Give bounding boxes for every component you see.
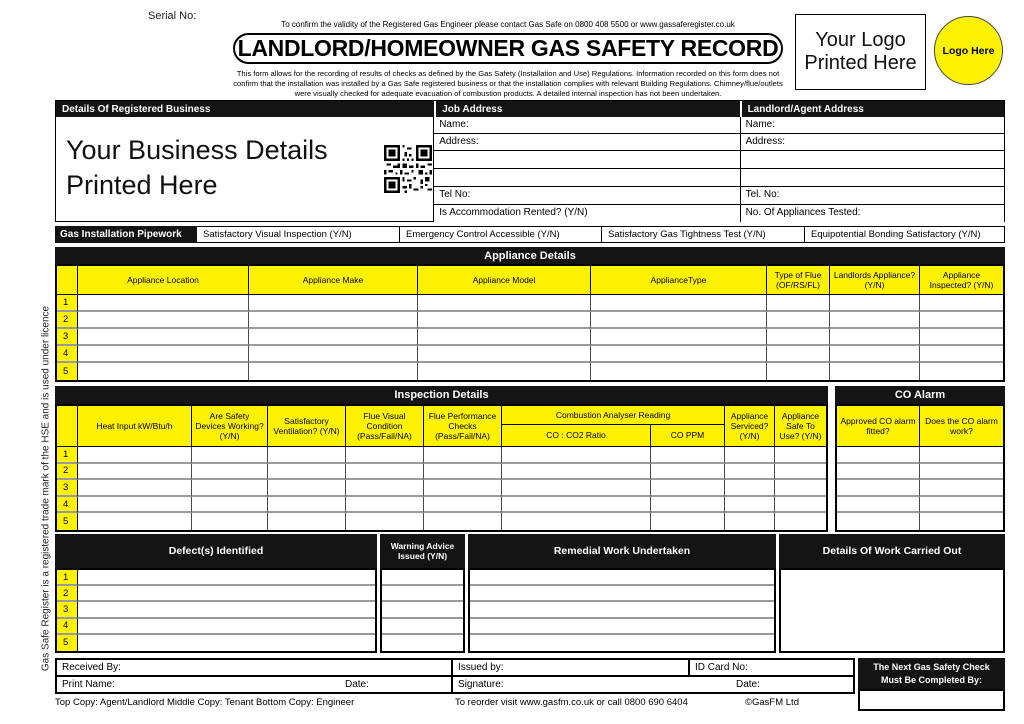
top-details-headers — [56, 101, 1004, 117]
row-number: 4 — [57, 346, 78, 363]
remedial-work-cell[interactable] — [470, 602, 774, 618]
inspection-cell[interactable] — [424, 513, 502, 530]
warning-advice-cell[interactable] — [382, 602, 463, 618]
appliance-cell[interactable] — [830, 295, 920, 312]
job-address-name-field[interactable]: Name: — [434, 117, 739, 134]
inspection-cell[interactable] — [268, 464, 346, 481]
remedial-work-cell[interactable] — [470, 635, 774, 651]
landlord-address-field[interactable]: Address: — [741, 134, 1004, 151]
co-alarm-cell[interactable] — [837, 447, 920, 464]
id-card-no-field[interactable]: ID Card No: — [688, 658, 855, 677]
defect-cell[interactable] — [78, 602, 375, 618]
inspection-cell[interactable] — [725, 497, 775, 514]
co-alarm-cell[interactable] — [920, 447, 1003, 464]
appliance-cell[interactable] — [767, 346, 830, 363]
reorder-note: To reorder visit www.gasfm.co.uk or call 0800 690 6404 — [455, 697, 688, 708]
pipework-section — [55, 226, 1005, 243]
inspection-cell[interactable] — [78, 513, 192, 530]
appliance-cell[interactable] — [591, 329, 767, 346]
issued-by-field[interactable]: Issued by: — [451, 658, 690, 677]
date-label: Date: — [345, 679, 369, 690]
row-number: 1 — [57, 295, 78, 312]
row-number: 2 — [57, 312, 78, 329]
next-check-line2: Must Be Completed By: — [880, 674, 982, 685]
appliance-cell[interactable] — [920, 329, 1003, 346]
inspection-cell[interactable] — [268, 480, 346, 497]
remedial-work-cell[interactable] — [470, 570, 774, 586]
appliance-cell[interactable] — [418, 346, 591, 363]
warning-advice-cell[interactable] — [382, 619, 463, 635]
pipework-emergency-control-field[interactable]: Emergency Control Accessible (Y/N) — [400, 226, 602, 243]
row-number: 2 — [57, 586, 78, 602]
safety-devices-column-header: Are Safety Devices Working? (Y/N) — [192, 406, 268, 447]
co-alarm-cell[interactable] — [837, 464, 920, 481]
inspection-cell[interactable] — [78, 497, 192, 514]
co-alarm-cell[interactable] — [920, 464, 1003, 481]
row-number: 5 — [57, 363, 78, 380]
appliance-cell[interactable] — [830, 363, 920, 380]
inspection-cell[interactable] — [725, 447, 775, 464]
appliance-model-column-header: Appliance Model — [418, 266, 591, 295]
warning-advice-cell[interactable] — [382, 586, 463, 602]
appliance-type-column-header: ApplianceType — [591, 266, 767, 295]
appliance-cell[interactable] — [418, 295, 591, 312]
inspection-cell[interactable] — [424, 480, 502, 497]
row-number: 5 — [57, 513, 78, 530]
landlord-appliances-tested-field[interactable]: No. Of Appliances Tested: — [741, 205, 1004, 223]
print-name-label: Print Name: — [62, 679, 115, 690]
row-number: 3 — [57, 480, 78, 497]
copyright-note: ©GasFM Ltd — [745, 697, 799, 708]
inspection-cell[interactable] — [346, 447, 424, 464]
appliance-cell[interactable] — [249, 329, 418, 346]
co-alarm-works-column-header: Does the CO alarm work? — [920, 406, 1003, 447]
inspection-cell[interactable] — [192, 480, 268, 497]
warning-advice-cell[interactable] — [382, 635, 463, 651]
serial-no-label: Serial No: — [148, 10, 197, 22]
appliance-cell[interactable] — [591, 346, 767, 363]
logo-circle: Logo Here — [934, 16, 1003, 85]
next-check-notice — [858, 658, 1005, 689]
co-ppm-column-header: CO PPM — [651, 425, 725, 447]
row-number: 1 — [57, 447, 78, 464]
next-check-date-box[interactable] — [858, 689, 1005, 711]
appliance-details-header: Appliance Details — [55, 247, 1005, 264]
defect-cell[interactable] — [78, 586, 375, 602]
appliance-cell[interactable] — [920, 346, 1003, 363]
appliance-cell[interactable] — [418, 312, 591, 329]
inspection-cell[interactable] — [268, 513, 346, 530]
inspection-cell[interactable] — [725, 513, 775, 530]
pipework-tightness-test-field[interactable]: Satisfactory Gas Tightness Test (Y/N) — [602, 226, 805, 243]
job-address-fields — [434, 117, 739, 221]
defect-cell[interactable] — [78, 619, 375, 635]
co-alarm-header: CO Alarm — [835, 386, 1005, 404]
appliance-inspected-column-header: Appliance Inspected? (Y/N) — [920, 266, 1003, 295]
appliance-cell[interactable] — [418, 329, 591, 346]
appliance-cell[interactable] — [78, 312, 249, 329]
job-address-blank-field[interactable] — [434, 151, 739, 169]
inspection-cell[interactable] — [346, 464, 424, 481]
appliance-cell[interactable] — [78, 295, 249, 312]
flue-performance-column-header: Flue Performance Checks (Pass/Fail/NA) — [424, 406, 502, 447]
inspection-cell[interactable] — [502, 447, 651, 464]
appliance-cell[interactable] — [830, 329, 920, 346]
inspection-cell[interactable] — [651, 447, 725, 464]
inspection-cell[interactable] — [192, 464, 268, 481]
inspection-cell[interactable] — [651, 464, 725, 481]
appliance-cell[interactable] — [767, 329, 830, 346]
ventilation-column-header: Satisfactory Ventilation? (Y/N) — [268, 406, 346, 447]
top-details-section — [55, 100, 1005, 222]
inspection-cell[interactable] — [424, 497, 502, 514]
inspection-cell[interactable] — [424, 447, 502, 464]
inspection-cell[interactable] — [78, 464, 192, 481]
row-number: 4 — [57, 619, 78, 635]
type-of-flue-column-header: Type of Flue (OF/RS/FL) — [767, 266, 830, 295]
inspection-cell[interactable] — [502, 464, 651, 481]
co-co2-ratio-column-header: CO : CO2 Ratio — [502, 425, 651, 447]
work-carried-out-box[interactable] — [779, 568, 1005, 653]
inspection-cell[interactable] — [192, 497, 268, 514]
landlord-blank-field[interactable] — [741, 151, 1004, 169]
inspection-cell[interactable] — [192, 513, 268, 530]
job-address-address-field[interactable]: Address: — [434, 134, 739, 151]
validity-note: To confirm the validity of the Registered Gas Engineer please contact Gas Safe on 0800 408 5500 or www.gassaferegister.co.uk — [281, 20, 735, 29]
heat-input-column-header: Heat Input kW/Btu/h — [78, 406, 192, 447]
print-name-field[interactable] — [55, 675, 453, 694]
inspection-cell[interactable] — [78, 447, 192, 464]
inspection-details-header: Inspection Details — [55, 386, 828, 404]
appliance-location-column-header: Appliance Location — [78, 266, 249, 295]
appliance-cell[interactable] — [591, 363, 767, 380]
job-address-rented-field[interactable]: Is Accommodation Rented? (Y/N) — [434, 205, 739, 223]
remedial-work-header: Remedial Work Undertaken — [468, 534, 776, 568]
qr-code — [384, 145, 432, 193]
form-title: LANDLORD/HOMEOWNER GAS SAFETY RECORD — [233, 33, 783, 64]
appliance-cell[interactable] — [830, 312, 920, 329]
appliance-cell[interactable] — [78, 329, 249, 346]
co-alarm-cell[interactable] — [837, 497, 920, 514]
warning-advice-table — [380, 568, 465, 653]
defects-identified-header: Defect(s) Identified — [55, 534, 377, 568]
side-note: Gas Safe Register is a registered trade mark of the HSE and is used under licence — [40, 305, 52, 672]
inspection-cell[interactable] — [502, 480, 651, 497]
appliance-cell[interactable] — [418, 363, 591, 380]
landlord-name-field[interactable]: Name: — [741, 117, 1004, 134]
co-alarm-cell[interactable] — [837, 513, 920, 530]
inspection-cell[interactable] — [78, 480, 192, 497]
inspection-cell[interactable] — [346, 513, 424, 530]
appliance-cell[interactable] — [249, 346, 418, 363]
co-alarm-cell[interactable] — [837, 480, 920, 497]
landlord-agent-address-header: Landlord/Agent Address — [740, 101, 1004, 117]
form-description: This form allows for the recording of results of checks as defined by the Gas Safety (Installation and Use) Regulations. Information recorded on this form does not confirm that the installation was installed by a Gas Safe registered business or that the installation complies with relevant Building Regulations. Chimney/flue/outlets were visually checked for adequate evacuation of combustion products. A detailed internal inspection has not been undertaken. — [233, 69, 783, 99]
appliance-cell[interactable] — [830, 346, 920, 363]
appliance-cell[interactable] — [767, 295, 830, 312]
appliance-cell[interactable] — [78, 363, 249, 380]
inspection-cell[interactable] — [725, 480, 775, 497]
registered-business-header: Details Of Registered Business — [56, 101, 434, 117]
appliance-cell[interactable] — [249, 295, 418, 312]
work-carried-out-header: Details Of Work Carried Out — [779, 534, 1005, 568]
job-address-header: Job Address — [434, 101, 739, 117]
co-alarm-cell[interactable] — [920, 513, 1003, 530]
inspection-cell[interactable] — [775, 497, 826, 514]
pipework-visual-inspection-field[interactable]: Satisfactory Visual Inspection (Y/N) — [197, 226, 400, 243]
pipework-header: Gas Installation Pipework — [55, 226, 197, 243]
remedial-work-cell[interactable] — [470, 586, 774, 602]
appliance-make-column-header: Appliance Make — [249, 266, 418, 295]
co-alarm-table — [835, 404, 1005, 532]
inspection-details-table — [55, 404, 828, 532]
inspection-cell[interactable] — [651, 497, 725, 514]
row-number: 1 — [57, 570, 78, 586]
co-alarm-cell[interactable] — [920, 480, 1003, 497]
inspection-cell[interactable] — [775, 464, 826, 481]
appliance-cell[interactable] — [249, 363, 418, 380]
appliance-cell[interactable] — [920, 295, 1003, 312]
appliance-cell[interactable] — [591, 295, 767, 312]
appliance-details-table — [55, 264, 1005, 382]
co-alarm-fitted-column-header: Approved CO alarm fitted? — [837, 406, 920, 447]
inspection-cell[interactable] — [346, 480, 424, 497]
inspection-cell[interactable] — [268, 447, 346, 464]
appliance-cell[interactable] — [767, 363, 830, 380]
signature-label: Signature: — [458, 679, 504, 690]
landlord-tel-field[interactable]: Tel. No: — [741, 187, 1004, 205]
inspection-cell[interactable] — [775, 480, 826, 497]
inspection-cell[interactable] — [424, 464, 502, 481]
row-number: 2 — [57, 464, 78, 481]
defects-table — [55, 568, 377, 653]
appliance-safe-column-header: Appliance Safe To Use? (Y/N) — [775, 406, 826, 447]
appliance-cell[interactable] — [78, 346, 249, 363]
business-details-placeholder: Your Business Details Printed Here — [66, 135, 328, 201]
row-number: 4 — [57, 497, 78, 514]
inspection-cell[interactable] — [775, 513, 826, 530]
inspection-cell[interactable] — [502, 513, 651, 530]
landlord-blank-field[interactable] — [741, 169, 1004, 187]
appliance-serviced-column-header: Appliance Serviced? (Y/N) — [725, 406, 775, 447]
remedial-work-cell[interactable] — [470, 619, 774, 635]
next-check-line1: The Next Gas Safety Check — [873, 661, 990, 672]
pipework-equipotential-bonding-field[interactable]: Equipotential Bonding Satisfactory (Y/N) — [805, 226, 1005, 243]
combustion-analyser-header: Combustion Analyser Reading — [502, 406, 725, 425]
appliance-cell[interactable] — [249, 312, 418, 329]
inspection-cell[interactable] — [651, 513, 725, 530]
date-label: Date: — [736, 679, 760, 690]
signature-field[interactable] — [451, 675, 855, 694]
inspection-cell[interactable] — [725, 464, 775, 481]
inspection-cell[interactable] — [502, 497, 651, 514]
business-details-box — [56, 117, 434, 221]
warning-advice-cell[interactable] — [382, 570, 463, 586]
defect-cell[interactable] — [78, 570, 375, 586]
appliance-cell[interactable] — [920, 363, 1003, 380]
landlords-appliance-column-header: Landlords Appliance? (Y/N) — [830, 266, 920, 295]
inspection-cell[interactable] — [192, 447, 268, 464]
defect-cell[interactable] — [78, 635, 375, 651]
logo-placeholder-box: Your Logo Printed Here — [795, 14, 926, 90]
appliance-cell[interactable] — [920, 312, 1003, 329]
remedial-work-table — [468, 568, 776, 653]
row-number: 5 — [57, 635, 78, 651]
appliance-cell[interactable] — [767, 312, 830, 329]
inspection-corner-cell — [57, 406, 78, 447]
inspection-cell[interactable] — [268, 497, 346, 514]
flue-visual-column-header: Flue Visual Condition (Pass/Fail/NA) — [346, 406, 424, 447]
job-address-tel-field[interactable]: Tel No: — [434, 187, 739, 205]
inspection-cell[interactable] — [651, 480, 725, 497]
inspection-cell[interactable] — [775, 447, 826, 464]
row-number: 3 — [57, 329, 78, 346]
received-by-field[interactable]: Received By: — [55, 658, 453, 677]
inspection-cell[interactable] — [346, 497, 424, 514]
job-address-blank-field[interactable] — [434, 169, 739, 187]
row-number: 3 — [57, 602, 78, 618]
warning-advice-header: Warning Advice Issued (Y/N) — [380, 534, 465, 568]
landlord-address-fields — [740, 117, 1004, 221]
co-alarm-cell[interactable] — [920, 497, 1003, 514]
copy-distribution-note: Top Copy: Agent/Landlord Middle Copy: Tenant Bottom Copy: Engineer — [55, 697, 355, 708]
appliance-cell[interactable] — [591, 312, 767, 329]
appliance-corner-cell — [57, 266, 78, 295]
